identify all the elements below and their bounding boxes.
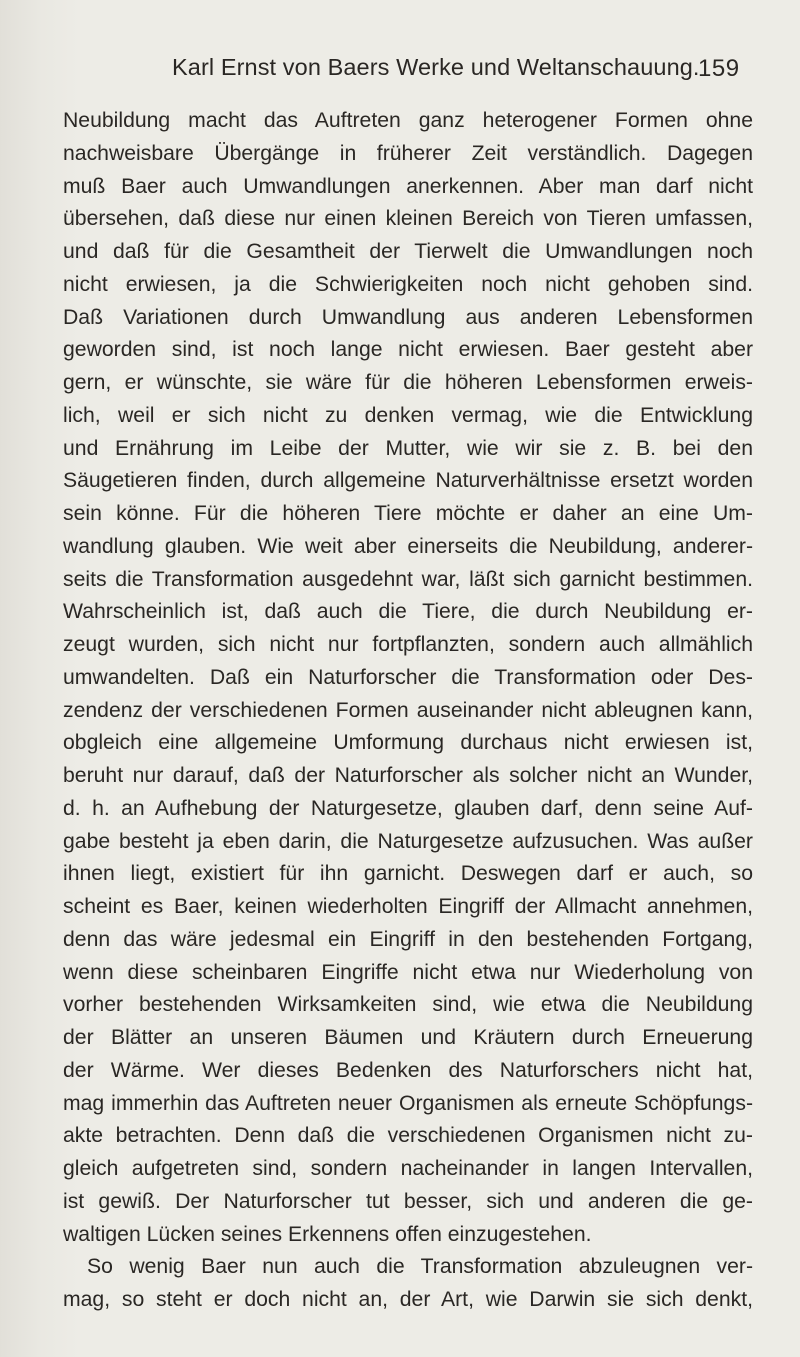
text-line: mag immerhin das Auftreten neuer Organismen als erneute Schöpfungs-: [63, 1091, 753, 1115]
text-line: Wahrscheinlich ist, daß auch die Tiere, die durch Neubildung er-: [63, 600, 753, 624]
text-line: wandlung glauben. Wie weit aber einerseits die Neubildung, anderer-: [63, 534, 753, 558]
text-line: zendenz der verschiedenen Formen auseinander nicht ableugnen kann,: [63, 698, 753, 722]
text-line: scheint es Baer, keinen wiederholten Eingriff der Allmacht annehmen,: [63, 895, 753, 918]
text-line: muß Baer auch Umwandlungen anerkennen. Aber man darf nicht: [63, 174, 753, 198]
text-line: der Blätter an unseren Bäumen und Kräutern durch Erneuerung: [63, 1026, 753, 1049]
text-line: seits die Transformation ausgedehnt war, läßt sich garnicht bestimmen.: [63, 567, 753, 591]
text-line: lich, weil er sich nicht zu denken vermag, wie die Entwicklung: [63, 403, 753, 427]
text-line: geworden sind, ist noch lange nicht erwiesen. Baer gesteht aber: [63, 338, 753, 362]
body-text: [63, 105, 753, 1317]
text-line: beruht nur darauf, daß der Naturforscher als solcher nicht an Wunder,: [63, 764, 753, 787]
text-line: der Wärme. Wer dieses Bedenken des Naturforschers nicht hat,: [63, 1058, 753, 1082]
text-line: wenn diese scheinbaren Eingriffe nicht etwa nur Wiederholung von: [63, 960, 753, 984]
text-line: akte betrachten. Denn daß die verschiedenen Organismen nicht zu-: [63, 1124, 753, 1148]
text-line: gern, er wünschte, sie wäre für die höheren Lebensformen erweis-: [63, 371, 753, 394]
page-number: 159: [698, 55, 740, 82]
text-line-paragraph-end: waltigen Lücken seines Erkennens offen einzugestehen.: [63, 1222, 592, 1246]
text-line: sein könne. Für die höheren Tiere möchte er daher an eine Um-: [63, 502, 753, 525]
text-line: mag, so steht er doch nicht an, der Art, wie Darwin sie sich denkt,: [63, 1288, 753, 1311]
text-line: gabe besteht ja eben darin, die Naturgesetze aufzusuchen. Was außer: [63, 829, 753, 853]
text-line: ihnen liegt, existiert für ihn garnicht. Deswegen darf er auch, so: [63, 862, 753, 886]
text-line: ist gewiß. Der Naturforscher tut besser, sich und anderen die ge-: [63, 1189, 753, 1213]
text-line: vorher bestehenden Wirksamkeiten sind, wie etwa die Neubildung: [63, 993, 753, 1017]
text-line: d. h. an Aufhebung der Naturgesetze, glauben darf, denn seine Auf-: [63, 796, 753, 820]
text-line: und Ernährung im Leibe der Mutter, wie wir sie z. B. bei den: [63, 436, 753, 460]
text-line: obgleich eine allgemeine Umformung durchaus nicht erwiesen ist,: [63, 731, 753, 755]
text-line: Neubildung macht das Auftreten ganz heterogener Formen ohne: [63, 109, 753, 132]
text-line: Daß Variationen durch Umwandlung aus anderen Lebensformen: [63, 305, 753, 329]
text-line: zeugt wurden, sich nicht nur fortpflanzten, sondern auch allmählich: [63, 633, 753, 656]
text-line: gleich aufgetreten sind, sondern nacheinander in langen Intervallen,: [63, 1157, 753, 1180]
text-line-paragraph-start: So wenig Baer nun auch die Transformation abzuleugnen ver-: [87, 1255, 753, 1279]
text-line: umwandelten. Daß ein Naturforscher die Transformation oder Des-: [63, 665, 753, 689]
text-line: denn das wäre jedesmal ein Eingriff in den bestehenden Fortgang,: [63, 927, 753, 951]
text-line: nicht erwiesen, ja die Schwierigkeiten noch nicht gehoben sind.: [63, 272, 753, 296]
text-line: übersehen, daß diese nur einen kleinen Bereich von Tieren umfassen,: [63, 207, 753, 231]
text-line: nachweisbare Übergänge in früherer Zeit verständlich. Dagegen: [63, 141, 753, 165]
text-line: Säugetieren finden, durch allgemeine Naturverhältnisse ersetzt worden: [63, 469, 753, 493]
text-line: und daß für die Gesamtheit der Tierwelt die Umwandlungen noch: [63, 240, 753, 263]
running-title: Karl Ernst von Baers Werke und Weltanschauung.: [172, 54, 700, 80]
page-header: [0, 52, 800, 86]
